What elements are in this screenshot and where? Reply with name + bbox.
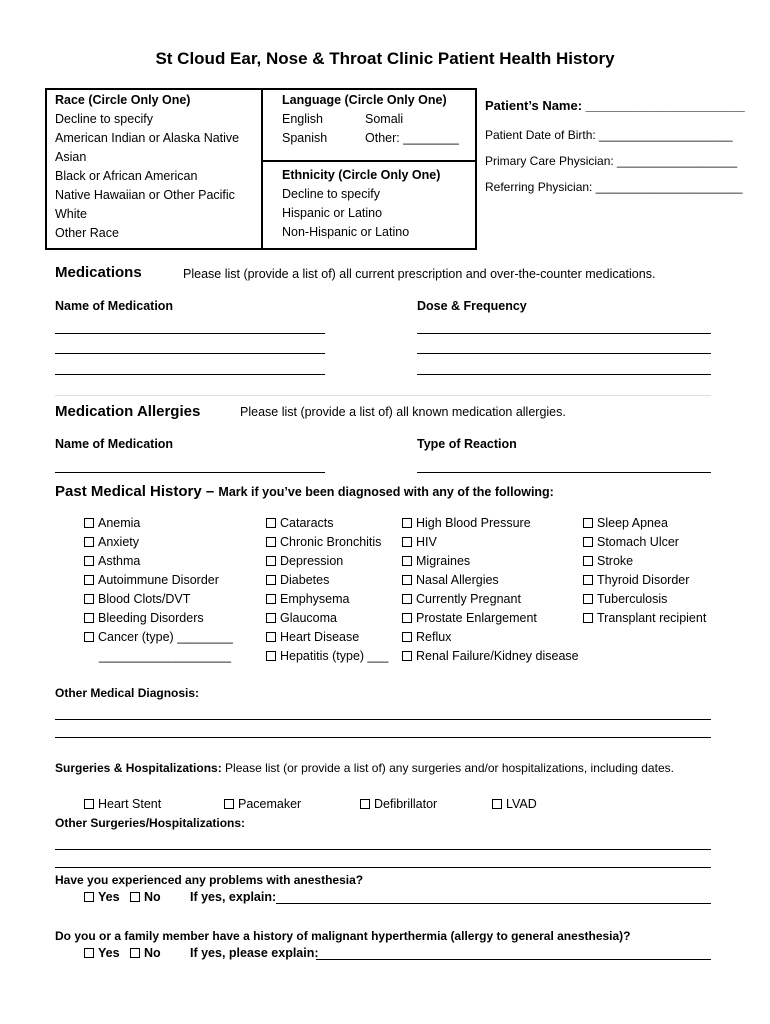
ethnicity-heading: Ethnicity (Circle Only One) [282, 168, 441, 182]
race-section [55, 91, 239, 243]
checkbox[interactable] [583, 518, 593, 528]
allergies-heading: Medication Allergies [55, 403, 201, 420]
checkbox[interactable] [266, 556, 276, 566]
pmh-heading: Past Medical History [55, 483, 202, 500]
pmh-checkbox-item[interactable]: Renal Failure/Kidney disease [402, 647, 579, 666]
medications-instructions: Please list (provide a list of) all current prescription and over-the-counter medications. [183, 267, 656, 281]
pmh-checkbox-item[interactable]: Currently Pregnant [402, 590, 579, 609]
ethnicity-option[interactable]: Non-Hispanic or Latino [282, 225, 410, 239]
allergy-medication-header: Name of Medication [55, 437, 174, 451]
pmh-checkbox-item[interactable]: Bleeding Disorders [84, 609, 233, 628]
checkbox[interactable] [402, 556, 412, 566]
pmh-checkbox-item[interactable]: Sleep Apnea [583, 514, 706, 533]
language-section [282, 91, 459, 148]
pmh-checkbox-item[interactable]: Tuberculosis [583, 590, 706, 609]
surgeries-label: Surgeries & Hospitalizations: [55, 761, 222, 775]
checkbox[interactable] [130, 892, 140, 902]
patient-dob-field[interactable]: Patient Date of Birth: ____________________ [485, 128, 733, 142]
checkbox[interactable] [583, 537, 593, 547]
checkbox[interactable] [583, 556, 593, 566]
checkbox[interactable] [84, 556, 94, 566]
pmh-checkbox-item[interactable]: Transplant recipient [583, 609, 706, 628]
language-option-english[interactable]: English [282, 112, 323, 126]
checkbox[interactable] [84, 537, 94, 547]
medications-heading: Medications [55, 264, 142, 281]
reaction-type-line[interactable] [417, 472, 711, 473]
race-option[interactable]: American Indian or Alaska Native [55, 131, 240, 145]
checkbox[interactable] [402, 537, 412, 547]
checkbox[interactable] [266, 594, 276, 604]
checkbox[interactable] [402, 575, 412, 585]
pmh-checkbox-item[interactable]: Diabetes [266, 571, 388, 590]
referring-physician-field[interactable]: Referring Physician: ______________________ [485, 180, 743, 194]
checkbox[interactable] [492, 799, 502, 809]
checkbox[interactable] [402, 594, 412, 604]
hyperthermia-yes[interactable]: Yes [84, 944, 120, 963]
patient-name-field[interactable]: Patient’s Name: ______________________ [485, 98, 745, 113]
pmh-checkbox-item[interactable]: Glaucoma [266, 609, 388, 628]
ethnicity-option[interactable]: Decline to specify [282, 187, 380, 201]
checkbox[interactable] [402, 651, 412, 661]
hyperthermia-no[interactable]: No [130, 944, 161, 963]
checkbox[interactable] [266, 632, 276, 642]
pmh-instructions: Mark if you’ve been diagnosed with any of the following: [218, 485, 554, 499]
language-option-spanish[interactable]: Spanish [282, 131, 328, 145]
checkbox[interactable] [266, 651, 276, 661]
pmh-checkbox-item[interactable]: Emphysema [266, 590, 388, 609]
medication-name-line[interactable] [55, 333, 325, 334]
medication-name-line[interactable] [55, 353, 325, 354]
allergies-instructions: Please list (provide a list of) all known medication allergies. [240, 405, 566, 419]
other-surgeries-line[interactable] [55, 849, 711, 850]
pmh-checkbox-item[interactable]: Nasal Allergies [402, 571, 579, 590]
anesthesia-explain-line[interactable] [276, 903, 711, 904]
checkbox[interactable] [84, 948, 94, 958]
race-option[interactable]: Decline to specify [55, 112, 153, 126]
checkbox[interactable] [266, 613, 276, 623]
surgery-option-heart-stent[interactable]: Heart Stent [84, 795, 161, 814]
hyperthermia-explain-line[interactable] [316, 959, 711, 960]
other-diagnosis-label: Other Medical Diagnosis: [55, 686, 200, 700]
medication-name-line[interactable] [55, 374, 325, 375]
ethnicity-section [282, 166, 440, 242]
pmh-checkbox-item[interactable]: Hepatitis (type) ___ [266, 647, 388, 666]
pmh-checkbox-item[interactable]: Thyroid Disorder [583, 571, 706, 590]
checkbox[interactable] [583, 575, 593, 585]
checkbox[interactable] [266, 537, 276, 547]
anesthesia-explain-label: If yes, explain: [190, 890, 277, 904]
surgery-option-defibrillator[interactable]: Defibrillator [360, 795, 437, 814]
dose-frequency-line[interactable] [417, 374, 711, 375]
box-column-divider [261, 88, 263, 248]
checkbox[interactable] [402, 518, 412, 528]
checkbox[interactable] [583, 613, 593, 623]
reaction-type-header: Type of Reaction [417, 437, 517, 451]
medication-name-header: Name of Medication [55, 299, 174, 313]
race-option[interactable]: Black or African American [55, 169, 198, 183]
surgeries-row [55, 761, 674, 775]
checkbox[interactable] [360, 799, 370, 809]
pmh-checkbox-item[interactable]: Stroke [583, 552, 706, 571]
checkbox[interactable] [266, 575, 276, 585]
pmh-checkbox-item[interactable]: Depression [266, 552, 388, 571]
language-heading: Language (Circle Only One) [282, 93, 447, 107]
checkbox[interactable] [84, 632, 94, 642]
pmh-column-4 [583, 514, 706, 628]
pmh-checkbox-item[interactable]: Autoimmune Disorder [84, 571, 233, 590]
cancer-type-line[interactable]: ___________________ [99, 649, 232, 663]
dose-frequency-line[interactable] [417, 333, 711, 334]
other-surgeries-label: Other Surgeries/Hospitalizations: [55, 816, 246, 830]
anesthesia-yes[interactable]: Yes [84, 888, 120, 907]
race-option[interactable]: White [55, 207, 87, 221]
language-option-other[interactable]: Other: ________ [365, 131, 459, 145]
pmh-checkbox-item[interactable]: Blood Clots/DVT [84, 590, 233, 609]
other-diagnosis-line[interactable] [55, 737, 711, 738]
dose-frequency-header: Dose & Frequency [417, 299, 527, 313]
pmh-checkbox-item[interactable]: Anemia [84, 514, 233, 533]
hyperthermia-question: Do you or a family member have a history of malignant hyperthermia (allergy to general anesthesia)? [55, 929, 631, 943]
race-heading: Race (Circle Only One) [55, 93, 191, 107]
pmh-checkbox-item[interactable]: Heart Disease [266, 628, 388, 647]
anesthesia-question: Have you experienced any problems with anesthesia? [55, 873, 364, 887]
pmh-column-3 [402, 514, 579, 666]
checkbox[interactable] [84, 799, 94, 809]
pmh-checkbox-item[interactable]: Migraines [402, 552, 579, 571]
ethnicity-option[interactable]: Hispanic or Latino [282, 206, 383, 220]
other-surgeries-line[interactable] [55, 867, 711, 868]
box-row-divider [261, 160, 477, 162]
pmh-checkbox-item[interactable]: Asthma [84, 552, 233, 571]
other-diagnosis-line[interactable] [55, 719, 711, 720]
surgery-option-lvad[interactable]: LVAD [492, 795, 537, 814]
checkbox[interactable] [224, 799, 234, 809]
pmh-checkbox-item[interactable]: Reflux [402, 628, 579, 647]
checkbox[interactable] [402, 632, 412, 642]
checkbox[interactable] [84, 892, 94, 902]
pmh-checkbox-item[interactable]: Cataracts [266, 514, 388, 533]
pmh-checkbox-item[interactable]: Chronic Bronchitis [266, 533, 388, 552]
page-title: St Cloud Ear, Nose & Throat Clinic Patient Health History [155, 49, 615, 68]
pmh-checkbox-item[interactable]: HIV [402, 533, 579, 552]
checkbox[interactable] [84, 594, 94, 604]
anesthesia-no[interactable]: No [130, 888, 161, 907]
race-option[interactable]: Asian [55, 150, 87, 164]
pmh-column-2 [266, 514, 388, 666]
pmh-checkbox-item[interactable]: Prostate Enlargement [402, 609, 579, 628]
primary-care-field[interactable]: Primary Care Physician: __________________ [485, 154, 738, 168]
dose-frequency-line[interactable] [417, 353, 711, 354]
checkbox[interactable] [84, 575, 94, 585]
allergy-medication-line[interactable] [55, 472, 325, 473]
language-option-somali[interactable]: Somali [365, 112, 404, 126]
section-divider [55, 395, 711, 396]
pmh-checkbox-item[interactable]: Cancer (type) ________ [84, 628, 233, 647]
checkbox[interactable] [583, 594, 593, 604]
pmh-checkbox-item[interactable]: Anxiety [84, 533, 233, 552]
checkbox[interactable] [84, 518, 94, 528]
pmh-checkbox-item[interactable]: High Blood Pressure [402, 514, 579, 533]
surgeries-instructions: Please list (or provide a list of) any surgeries and/or hospitalizations, including dates. [225, 761, 674, 775]
race-option[interactable]: Other Race [55, 226, 119, 240]
hyperthermia-explain-label: If yes, please explain: [190, 946, 319, 960]
pmh-column-1 [84, 514, 233, 666]
pmh-checkbox-item[interactable]: Stomach Ulcer [583, 533, 706, 552]
race-option[interactable]: Native Hawaiian or Other Pacific [55, 188, 235, 202]
checkbox[interactable] [266, 518, 276, 528]
checkbox[interactable] [402, 613, 412, 623]
surgery-option-pacemaker[interactable]: Pacemaker [224, 795, 301, 814]
pmh-header [55, 483, 554, 501]
checkbox[interactable] [84, 613, 94, 623]
checkbox[interactable] [130, 948, 140, 958]
pmh-dash: – [201, 483, 219, 500]
